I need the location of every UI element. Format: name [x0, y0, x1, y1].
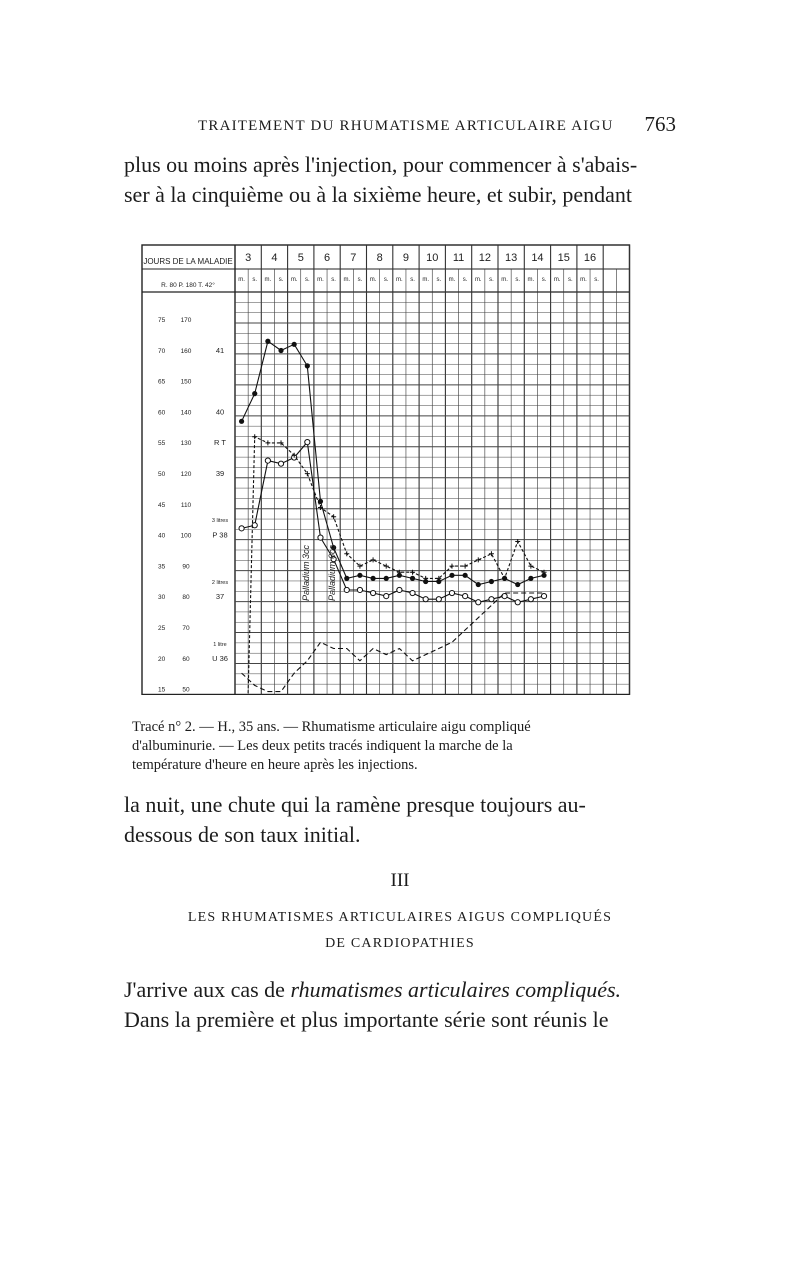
day-label: 8: [376, 252, 383, 264]
scale-r-label: 75: [158, 317, 166, 324]
slot-label-m: m.: [369, 277, 377, 283]
paragraph-middle: [124, 790, 679, 850]
data-point-P: [370, 590, 375, 595]
scale-r-label: 40: [158, 532, 166, 540]
caption-line: d'albuminurie. — Les deux petits tracés indiquent la marche de la: [132, 738, 513, 754]
data-point-R: [476, 557, 481, 562]
temperature-chart: [140, 243, 656, 695]
data-point-T: [528, 576, 533, 581]
scale-r-label: 65: [158, 378, 166, 386]
slot-label-m: m.: [396, 277, 403, 283]
scale-p-label: 150: [180, 378, 192, 386]
slot-label-m: m.: [474, 277, 482, 283]
data-point-T: [489, 579, 494, 584]
scale-p-label: 60: [182, 655, 190, 663]
paragraph-line: plus ou moins après l'injection, pour commencer à s'abais-: [124, 152, 638, 177]
data-point-T: [463, 573, 468, 578]
day-label: 4: [271, 252, 278, 264]
urine-annotation: 2 litres: [211, 580, 229, 586]
data-point-T: [239, 419, 244, 424]
day-label: 5: [297, 252, 304, 264]
slot-label-m: m.: [264, 277, 272, 283]
data-point-R: [344, 551, 349, 556]
data-point-T: [384, 576, 389, 581]
data-point-T: [449, 573, 454, 578]
scale-r-label: 55: [158, 440, 166, 448]
paragraph-line: dessous de son taux initial.: [124, 822, 361, 847]
data-point-T: [357, 573, 362, 578]
data-point-P: [344, 587, 349, 592]
slot-label-m: m.: [238, 277, 245, 283]
slot-label-s: s.: [278, 277, 284, 283]
slot-label-m: m.: [527, 277, 535, 283]
day-label: 12: [478, 252, 491, 264]
data-point-T: [265, 339, 270, 344]
scale-r-label: 45: [158, 501, 166, 509]
data-point-R: [371, 557, 376, 562]
data-point-T: [344, 576, 349, 581]
paragraph-line: ser à la cinquième ou à la sixième heure, et subir, pendant: [124, 182, 632, 207]
scale-t-label: 40: [215, 407, 225, 417]
data-point-T: [370, 576, 375, 581]
scale-p-label: 160: [180, 347, 192, 355]
scale-r-label: 20: [158, 655, 166, 663]
scale-p-label: 50: [182, 686, 190, 694]
data-point-P: [397, 587, 402, 592]
slot-label-m: m.: [343, 277, 351, 283]
scale-p-label: 110: [180, 501, 192, 509]
scale-t-label: 41: [215, 345, 225, 355]
data-point-P: [265, 458, 270, 463]
scale-t-label: P 38: [212, 530, 228, 540]
slot-label-m: m.: [553, 277, 561, 283]
scale-r-label: 35: [158, 563, 166, 571]
scale-header-label: R. 80 P. 180 T. 42°: [161, 282, 215, 289]
scale-t-label: 39: [215, 469, 225, 478]
scale-r-label: 50: [158, 471, 166, 478]
data-point-R: [528, 564, 533, 569]
day-label: 7: [350, 252, 357, 264]
urine-annotation: 3 litres: [211, 518, 229, 524]
slot-label-m: m.: [501, 277, 508, 283]
running-title: TRAITEMENT DU RHUMATISME ARTICULAIRE AIGU: [198, 118, 614, 134]
data-point-T: [252, 391, 257, 396]
data-point-R: [252, 434, 257, 439]
slot-label-s: s.: [515, 277, 521, 283]
slot-label-s: s.: [594, 277, 599, 283]
day-label: 10: [426, 252, 439, 264]
data-point-T: [305, 363, 310, 368]
data-point-T: [278, 348, 283, 353]
data-point-P: [423, 597, 428, 602]
paragraph-top: [124, 150, 679, 210]
slot-label-m: m.: [290, 277, 298, 283]
paragraph-italic: rhumatismes articulaires compliqués.: [290, 977, 622, 1002]
slot-label-s: s.: [304, 277, 310, 283]
data-point-T: [515, 582, 520, 587]
data-point-P: [410, 590, 415, 595]
day-label: 14: [531, 252, 544, 264]
data-point-P: [239, 526, 244, 531]
section-number: III: [390, 870, 410, 891]
data-point-P: [489, 597, 494, 602]
data-point-P: [384, 594, 389, 599]
data-point-R: [463, 564, 468, 569]
data-point-P: [449, 590, 454, 595]
figure-caption: [132, 718, 677, 775]
urine-annotation: 1 litre: [213, 642, 227, 648]
slot-label-s: s.: [357, 277, 363, 283]
scale-p-label: 70: [182, 625, 190, 632]
scale-p-label: 170: [180, 317, 192, 324]
scale-p-label: 80: [182, 594, 190, 602]
scale-r-label: 60: [158, 409, 166, 417]
data-point-P: [515, 600, 520, 605]
day-label: 15: [557, 252, 570, 264]
day-label: 16: [583, 252, 597, 264]
scale-r-label: 70: [158, 347, 166, 355]
running-header: [198, 112, 676, 142]
scale-r-label: 25: [158, 625, 166, 632]
data-point-P: [476, 600, 481, 605]
scale-p-label: 140: [180, 409, 192, 417]
day-label: 6: [323, 252, 331, 264]
paragraph-text: J'arrive aux cas de: [124, 977, 291, 1002]
data-point-T: [292, 342, 297, 347]
slot-label-m: m.: [317, 277, 324, 283]
data-point-P: [305, 440, 310, 445]
slot-label-s: s.: [383, 277, 389, 283]
slot-label-s: s.: [410, 277, 415, 283]
day-label: 9: [402, 252, 410, 264]
injection-label: Palladium 6cc: [327, 544, 338, 602]
day-label: 13: [505, 252, 518, 264]
data-point-P: [541, 594, 546, 599]
paragraph-line: la nuit, une chute qui la ramène presque toujours au-: [124, 792, 586, 817]
data-point-R: [331, 514, 336, 519]
paragraph-line: [124, 975, 679, 1005]
temperature-chart-svg: [140, 243, 656, 695]
scale-t-label: U 36: [212, 653, 228, 663]
data-point-P: [528, 597, 533, 602]
data-point-P: [357, 587, 362, 592]
caption-line: température d'heure en heure après les injections.: [132, 757, 418, 773]
scale-p-label: 130: [180, 440, 192, 448]
data-point-P: [436, 597, 441, 602]
page-number: 763: [644, 112, 676, 136]
scale-t-label: R T: [214, 438, 226, 448]
slot-label-m: m.: [580, 277, 587, 283]
injection-label: Palladium 3cc: [300, 544, 311, 602]
data-point-P: [278, 461, 283, 466]
section-title: DE CARDIOPATHIES: [325, 936, 475, 951]
slot-label-m: m.: [422, 277, 430, 283]
slot-label-s: s.: [252, 277, 258, 283]
caption-line: Tracé n° 2. — H., 35 ans. — Rhumatisme articulaire aigu compliqué: [132, 719, 531, 735]
slot-label-s: s.: [489, 277, 494, 283]
section-title: LES RHUMATISMES ARTICULAIRES AIGUS COMPLIQUÉS: [187, 910, 613, 925]
data-point-T: [476, 582, 481, 587]
scale-r-label: 30: [158, 594, 166, 602]
day-label: 3: [245, 252, 252, 264]
data-point-P: [463, 594, 468, 599]
days-header-label: JOURS DE LA MALADIE: [143, 257, 233, 266]
scale-p-label: 120: [180, 471, 192, 478]
slot-label-s: s.: [331, 277, 336, 283]
slot-label-s: s.: [567, 277, 573, 283]
slot-label-s: s.: [436, 277, 442, 283]
slot-label-s: s.: [541, 277, 547, 283]
data-point-P: [318, 535, 323, 540]
paragraph-line: Dans la première et plus importante série sont réunis le: [124, 1007, 609, 1032]
paragraph-bottom: [124, 975, 679, 1035]
scale-p-label: 100: [180, 532, 192, 540]
data-point-R: [449, 564, 454, 569]
slot-label-m: m.: [448, 277, 456, 283]
data-point-T: [410, 576, 415, 581]
scale-r-label: 15: [158, 686, 166, 694]
data-point-R: [489, 551, 494, 556]
data-point-R: [265, 440, 270, 445]
day-label: 11: [452, 252, 465, 264]
data-point-R: [384, 564, 389, 569]
scale-t-label: 37: [215, 592, 225, 602]
slot-label-s: s.: [462, 277, 468, 283]
scale-p-label: 90: [182, 563, 190, 571]
data-point-P: [502, 594, 507, 599]
